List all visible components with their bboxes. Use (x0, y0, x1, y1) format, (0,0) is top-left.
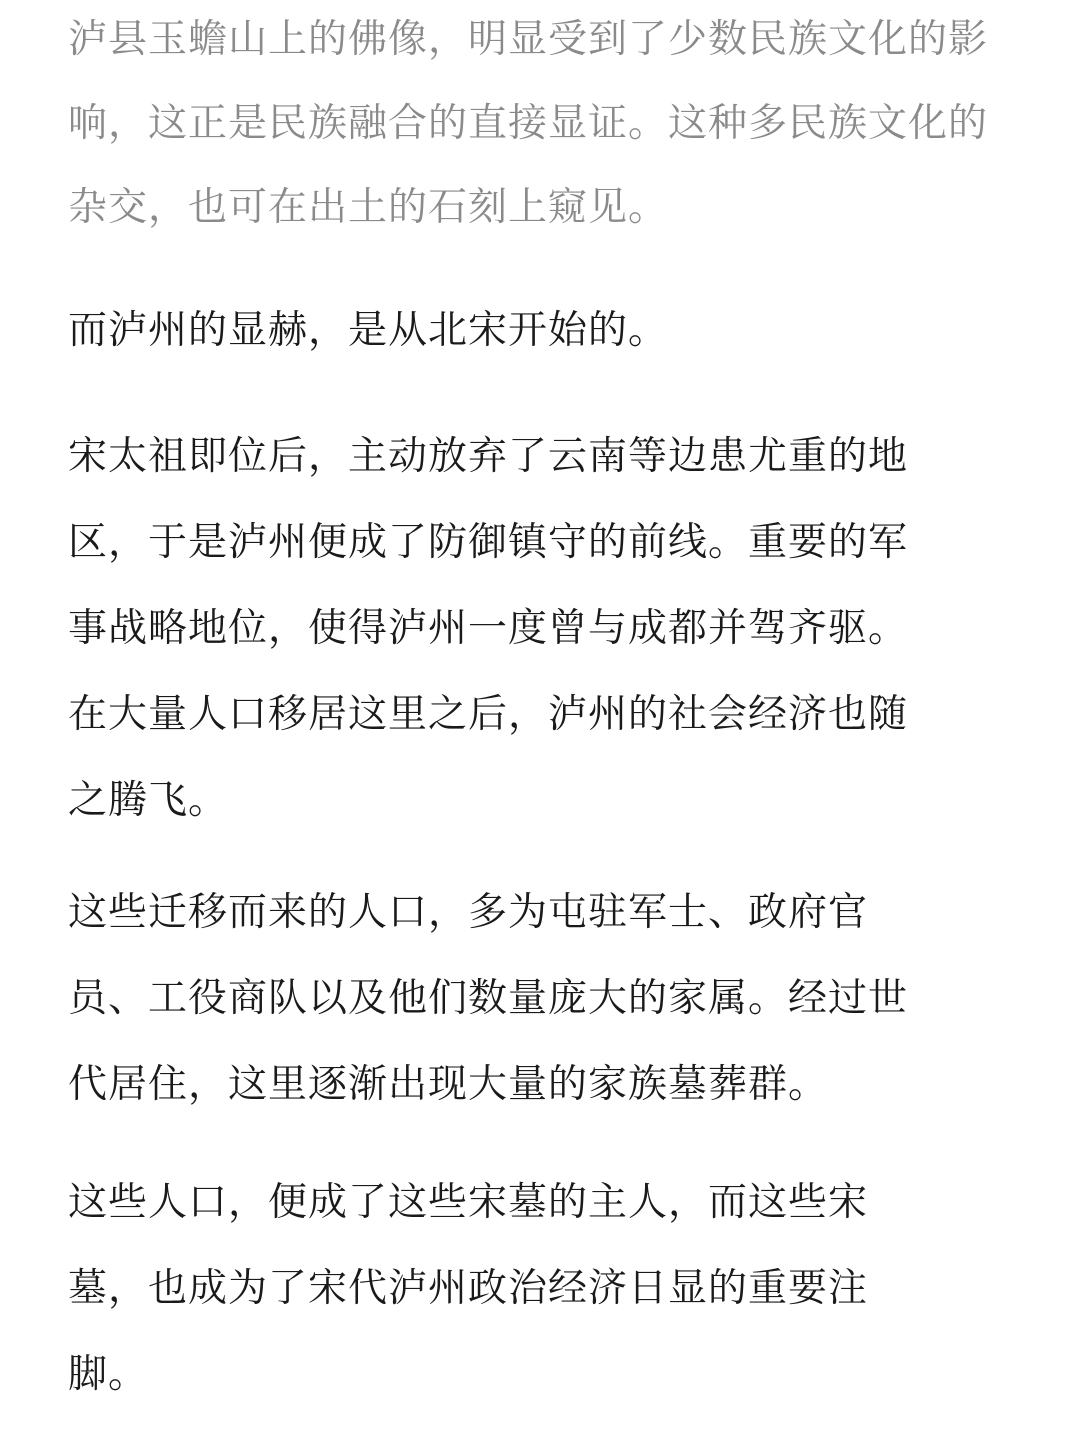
text-line: 区，于是泸州便成了防御镇守的前线。重要的军 (68, 520, 909, 565)
paragraph (68, 414, 908, 844)
text-line: 响，这正是民族融合的直接显证。这种多民族文化的 (68, 101, 989, 146)
text-line: 杂交，也可在出土的石刻上窥见。 (68, 185, 669, 230)
paragraph (68, 1160, 868, 1418)
quoted-paragraph (68, 0, 988, 250)
text-line: 事战略地位，使得泸州一度曾与成都并驾齐驱。 (68, 606, 909, 651)
text-line: 这些迁移而来的人口，多为屯驻军士、政府官 (68, 890, 869, 935)
text-line: 而泸州的显赫，是从北宋开始的。 (68, 308, 669, 353)
text-line: 代居住，这里逐渐出现大量的家族墓葬群。 (68, 1062, 829, 1107)
text-line: 墓，也成为了宋代泸州政治经济日显的重要注 (68, 1266, 869, 1311)
text-line: 泸县玉蟾山上的佛像，明显受到了少数民族文化的影 (68, 17, 989, 62)
text-line: 之腾飞。 (68, 778, 229, 823)
text-line: 在大量人口移居这里之后，泸州的社会经济也随 (68, 692, 909, 737)
paragraph (68, 288, 668, 374)
text-line: 脚。 (68, 1352, 149, 1397)
text-line: 员、工役商队以及他们数量庞大的家属。经过世 (68, 976, 909, 1021)
text-line: 这些人口，便成了这些宋墓的主人，而这些宋 (68, 1180, 869, 1225)
paragraph (68, 870, 908, 1128)
text-line: 宋太祖即位后，主动放弃了云南等边患尤重的地 (68, 434, 909, 479)
